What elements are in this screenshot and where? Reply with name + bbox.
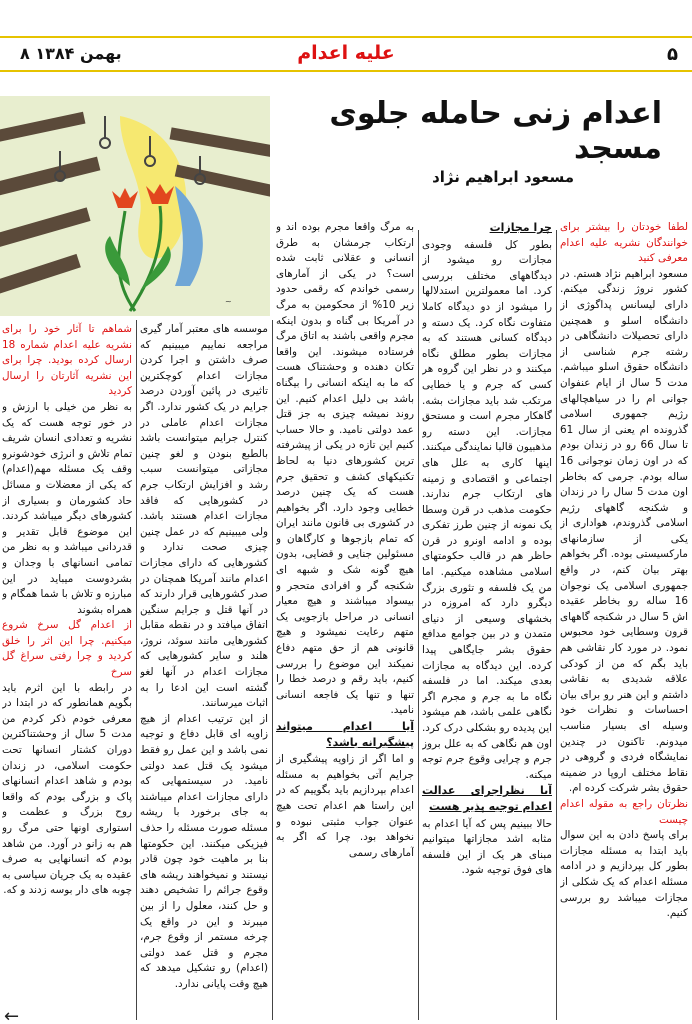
column-rule	[556, 230, 557, 1020]
body-text: و اما اگر از زاویه پیشگیری از جرایم آتی بخواهیم به مسئله اعدام بپردازیم باید بگوییم که در این راستا هم اعدام تحت هیچ عنوان جواب مثبتی نبوده و نخواهد بود. چرا که اگر به آمارهای رسمی	[276, 753, 414, 859]
answer-text: در رابطه با این اثرم باید بگویم همانطور که در ابتدا در معرفی خودم ذکر کردم من مدت 5 سال از وحشتناکترین دوران کشتار انسانها تحت حکومت اسلامی، در زندان بودم و شاهد اعدام انسانهای پاک و بزرگی بودم که واقعا روح بزرگ و عظمت و استواری اونها حتی مرگ رو هم به زانو در آورد. من شاهد بودم که انسانهایی به صرف عقیده به یک جریان سیاسی به چوبه های دار بوسه زدند و که.	[2, 681, 132, 897]
body-text: از این ترتیب اعدام از هیچ زاویه ای قابل دفاع و توجیه نمی باشد و این عمل رو فقط میشود یک قتل عمد دولتی نامید. در سیستمهایی که دارای مجازات اعدام میباشند به جای برخورد با ریشه مسئله صورت مسئله را حذف فیزیکی میکنند. این حکومتها بنا بر ماهیت خود چون قادر نیستند و نمیخواهند ریشه های وقوع جرائم را تشخیص دهند و حل کنند، معلول را از بین میبرند و این در واقع یک چرخه مستمر از وقوع جرم، مجرم و قتل عمد دولتی (اعدام) رو تشکیل میدهد که هیچ وقت پایانی ندارد.	[140, 712, 268, 990]
svg-text:~: ~	[225, 297, 232, 306]
column-4	[140, 322, 268, 1012]
continue-arrow-icon: ←	[4, 1006, 20, 1024]
answer-text: مسعود ابراهیم نژاد هستم. در کشور نروژ زندگی میکنم. دارای لیسانس پداگوژی از دانشگاه اسلو و همچنین دارای تحصیلات دانشگاهی در رشته جرم شناسی از دانشگاه حقوق اسلو میباشم. مدت 5 سال از ایام عنفوان جوانی ام را در سیاهچالهای رژیم جمهوری اسلامی گذرونده ام یعنی از سال 61 تا سال 66 رو در زندان بودم که در اون زمان نوجوانی 16 ساله بودم. جرمی که بخاطر اون مدت 5 سال را در زندان و شکنجه گاههای رژیم اسلامی گذروندم، هواداری از یکی از سازمانهای مارکسیستی بوده. اگر بخواهم بهتر بیان کنم، در واقع جمهوری اسلامی یک نوجوان 16 ساله رو بخاطر عقیده اش 5 سال در شکنجه گاههای قرون وسطایی خود محبوس نمود. در مورد کار نقاشی هم باید بگم که من از کودکی علاقه شدیدی به نقاشی داشتم و این هنر رو برای بیان احساسات و نظرات خود وسیله ای بسیار مناسب میدونم. تاکنون در چندین نمایشگاه فردی و گروهی در نقاط مختلف اروپا در ضمینه حقوق بشر شرکت کرده ام.	[560, 267, 688, 795]
body-text: موسسه های معتبر آمار گیری مراجعه نماییم میبینیم که صرف داشتن و اجرا کردن مجازات اعدام کوچکترین تاثیری در پائین آوردن درصد جرایم در یک کشور ندارد. اگر مجازات اعدام عاملی در کنترل جرایم میتوانست باشد بالطبع بنودن و لغو چنین مجازاتی میتوانست سبب رشد و افزایش ارتکاب جرم در کشورهایی که فاقد مجازات اعدام هستند باشد. ولی میبینیم که در عمل چنین چیزی صحت ندارد و کشورهایی که دارای مجازات اعدام مانند آمریکا همچنان در صدر کشورهایی قرار دارند که در آنها قتل و جرایم سنگین اتفاق میافتد و در نقطه مقابل کشورهایی مانند سوئد، نروژ، هلند و سایر کشورهایی که مجازات اعدام در آنها لغو گشته است این ادعا را به اثبات میرسانند.	[140, 323, 268, 710]
section-title: علیه اعدام	[297, 42, 395, 64]
subheading: آیا نظراجرای عدالت اعدام توجیه پذیر هست	[422, 784, 552, 813]
answer-text: به نظر من خیلی با ارزش و در خور توجه هست که یک نشریه و تعدادی انسان شریف تمام تلاش و انرژی خودشونرو وقف یک مسئله مهم(اعدام) که یکی از معضلات و مسائل حاد کشورمان و بسیاری از کشورهای دیگر میباشد کردند. این موضوع قابل تقدیر و قدردانی میباشد و به نظر من تمامی انسانهای با وجدان و بشردوست میباید در این مبارزه و تلاش با شما همگام و همراه بشوند	[2, 400, 132, 616]
question-heading: از اعدام گل سرخ شروع میکنیم. چرا این اثر را خلق کردید و چرا رفتی سراغ گل سرخ	[2, 619, 132, 679]
column-1	[560, 220, 688, 1020]
question-heading: نظرتان راجع به مقوله اعدام چیست	[560, 797, 688, 826]
column-rule	[136, 320, 137, 1020]
column-rule	[272, 320, 273, 1020]
column-3	[276, 220, 414, 1020]
question-heading: شماهم تا آثار خود را برای نشریه علیه اعدام شماره 18 ارسال کرده بودید. چرا برای این نشریه آثارتان را ارسال کردید	[2, 323, 132, 398]
answer-text: برای پاسخ دادن به این سوال باید ابتدا به مسئله مجازات بطور کل بپردازیم و در ادامه مسئله اعدام که یک شکلی از مجازات میباشد رو بررسی کنیم.	[560, 829, 688, 920]
issue-date: ۸ بهمن ۱۳۸۴	[20, 44, 122, 63]
question-heading: لطفا خودتان را بیشتر برای خوانندگان نشریه علیه اعدام معرفی کنید	[560, 221, 688, 265]
subheading: چرا مجازات	[489, 221, 552, 234]
article-author: مسعود ابراهیم نژاد	[432, 168, 574, 186]
page-header	[0, 36, 692, 72]
column-5	[2, 322, 132, 1012]
artwork-image	[0, 96, 270, 316]
article-title: اعدام زنی حامله جلوی مسجد	[329, 96, 662, 166]
page-number: ۵	[667, 44, 678, 65]
column-rule	[418, 230, 419, 1020]
body-text: به مرگ واقعا مجرم بوده اند و ارتکاب جرمشان به طرق انسانی و عقلانی ثابت شده است؟ در یکی از آمارهای رسمی خواندم که رقمی حدود زیر 10% از محکومین به مرگ در آمریکا بی گناه و بدون اینکه مجرم واقعی باشند به اتاق مرگ فرستاده میشوند. این واقعا تکان دهنده و وحشتناک هست که ما به اینکه انسانی را بیگناه باشد بی دلیل اعدام کنیم. این روند نمیشه چیزی به جز قتل عمد دولتی نامید. و حالا حساب کنیم این تازه در یکی از پیشرفته ترین کشورهای دنیا به لحاظ تکنیکهای کشف و تحقیق جرم هست که یک چنین درصد خطایی وجود دارد. اگر بخواهیم در کشوری بی قانون مانند ایران که تمام بازجوها و کارگاهان و مسئولین جنایی و قضایی، بدون هیچ گونه شک و شبهه ای شکنجه گر و افرادی متحجر و بیسواد میباشند و هیچ معیار انسانی در مراحل بازجویی یک متهم رعایت نمیشود و هیچ قانونی هم از حق متهم دفاع نمیکند این موضوع را بررسی کنیم، باید رقم و درصد خطا را تنها و تنها یک فاجعه انسانی نامید.	[276, 221, 414, 717]
body-text: بطور کل فلسفه وجودی مجازات رو میشود از دیدگاههای مختلف بررسی کرد. اما معمولترین استدلالها را میشود از دو دیدگاه کاملا متفاوت نگاه کرد. یک دسته و دیدگاه کسانی هستند که به مجازات بطور مطلق نگاه میکنند و در نظر این گروه هر کسی که جرم و یا خطایی مرتکب شد باید مجازات بشه. گاهکار مجرم است و مستحق مجازات. این دسته رو مذهبیون قالبا نمایندگی میکنند. اینها کاری به علل های اجتماعی و اقتصادی و زمینه های ارتکاب جرم ندارند. حکومت مذهب در قرن وسطا یک نمونه از چنین طرز تفکری بوده و ادامه اونرو در قرن حاظر هم در قالب حکومتهای اسلامی مشاهده میکنیم. اما من یک فلسفه و تئوری بزرگ دیگرو دارد که امروزه در بخشهای وسیعی از دنیای متمدن و در بین جوامع مدافع حقوق بشر جایگاهی پیدا کرده. این دیدگاه به مجازات بعدی میکند. اما در فلسفه نگاه ما به جرم و مجرم اگر نگاهی علمی باشد، هم میشود این پدیده رو بشکلی درک کرد. اون هم نگاهی که به علل بروز جرم و چرایی وقوع جرم توجه میکنه.	[422, 238, 552, 781]
body-text: حالا ببینیم پس که آیا اعدام به مثابه اشد مجازاتها میتوانیم مبنای هر یک از این فلسفه های فوق توجیه شود.	[422, 817, 552, 877]
subheading: آیا اعدام میتواند پیشگیرانه باشد؟	[276, 720, 414, 749]
column-2	[422, 220, 552, 1020]
